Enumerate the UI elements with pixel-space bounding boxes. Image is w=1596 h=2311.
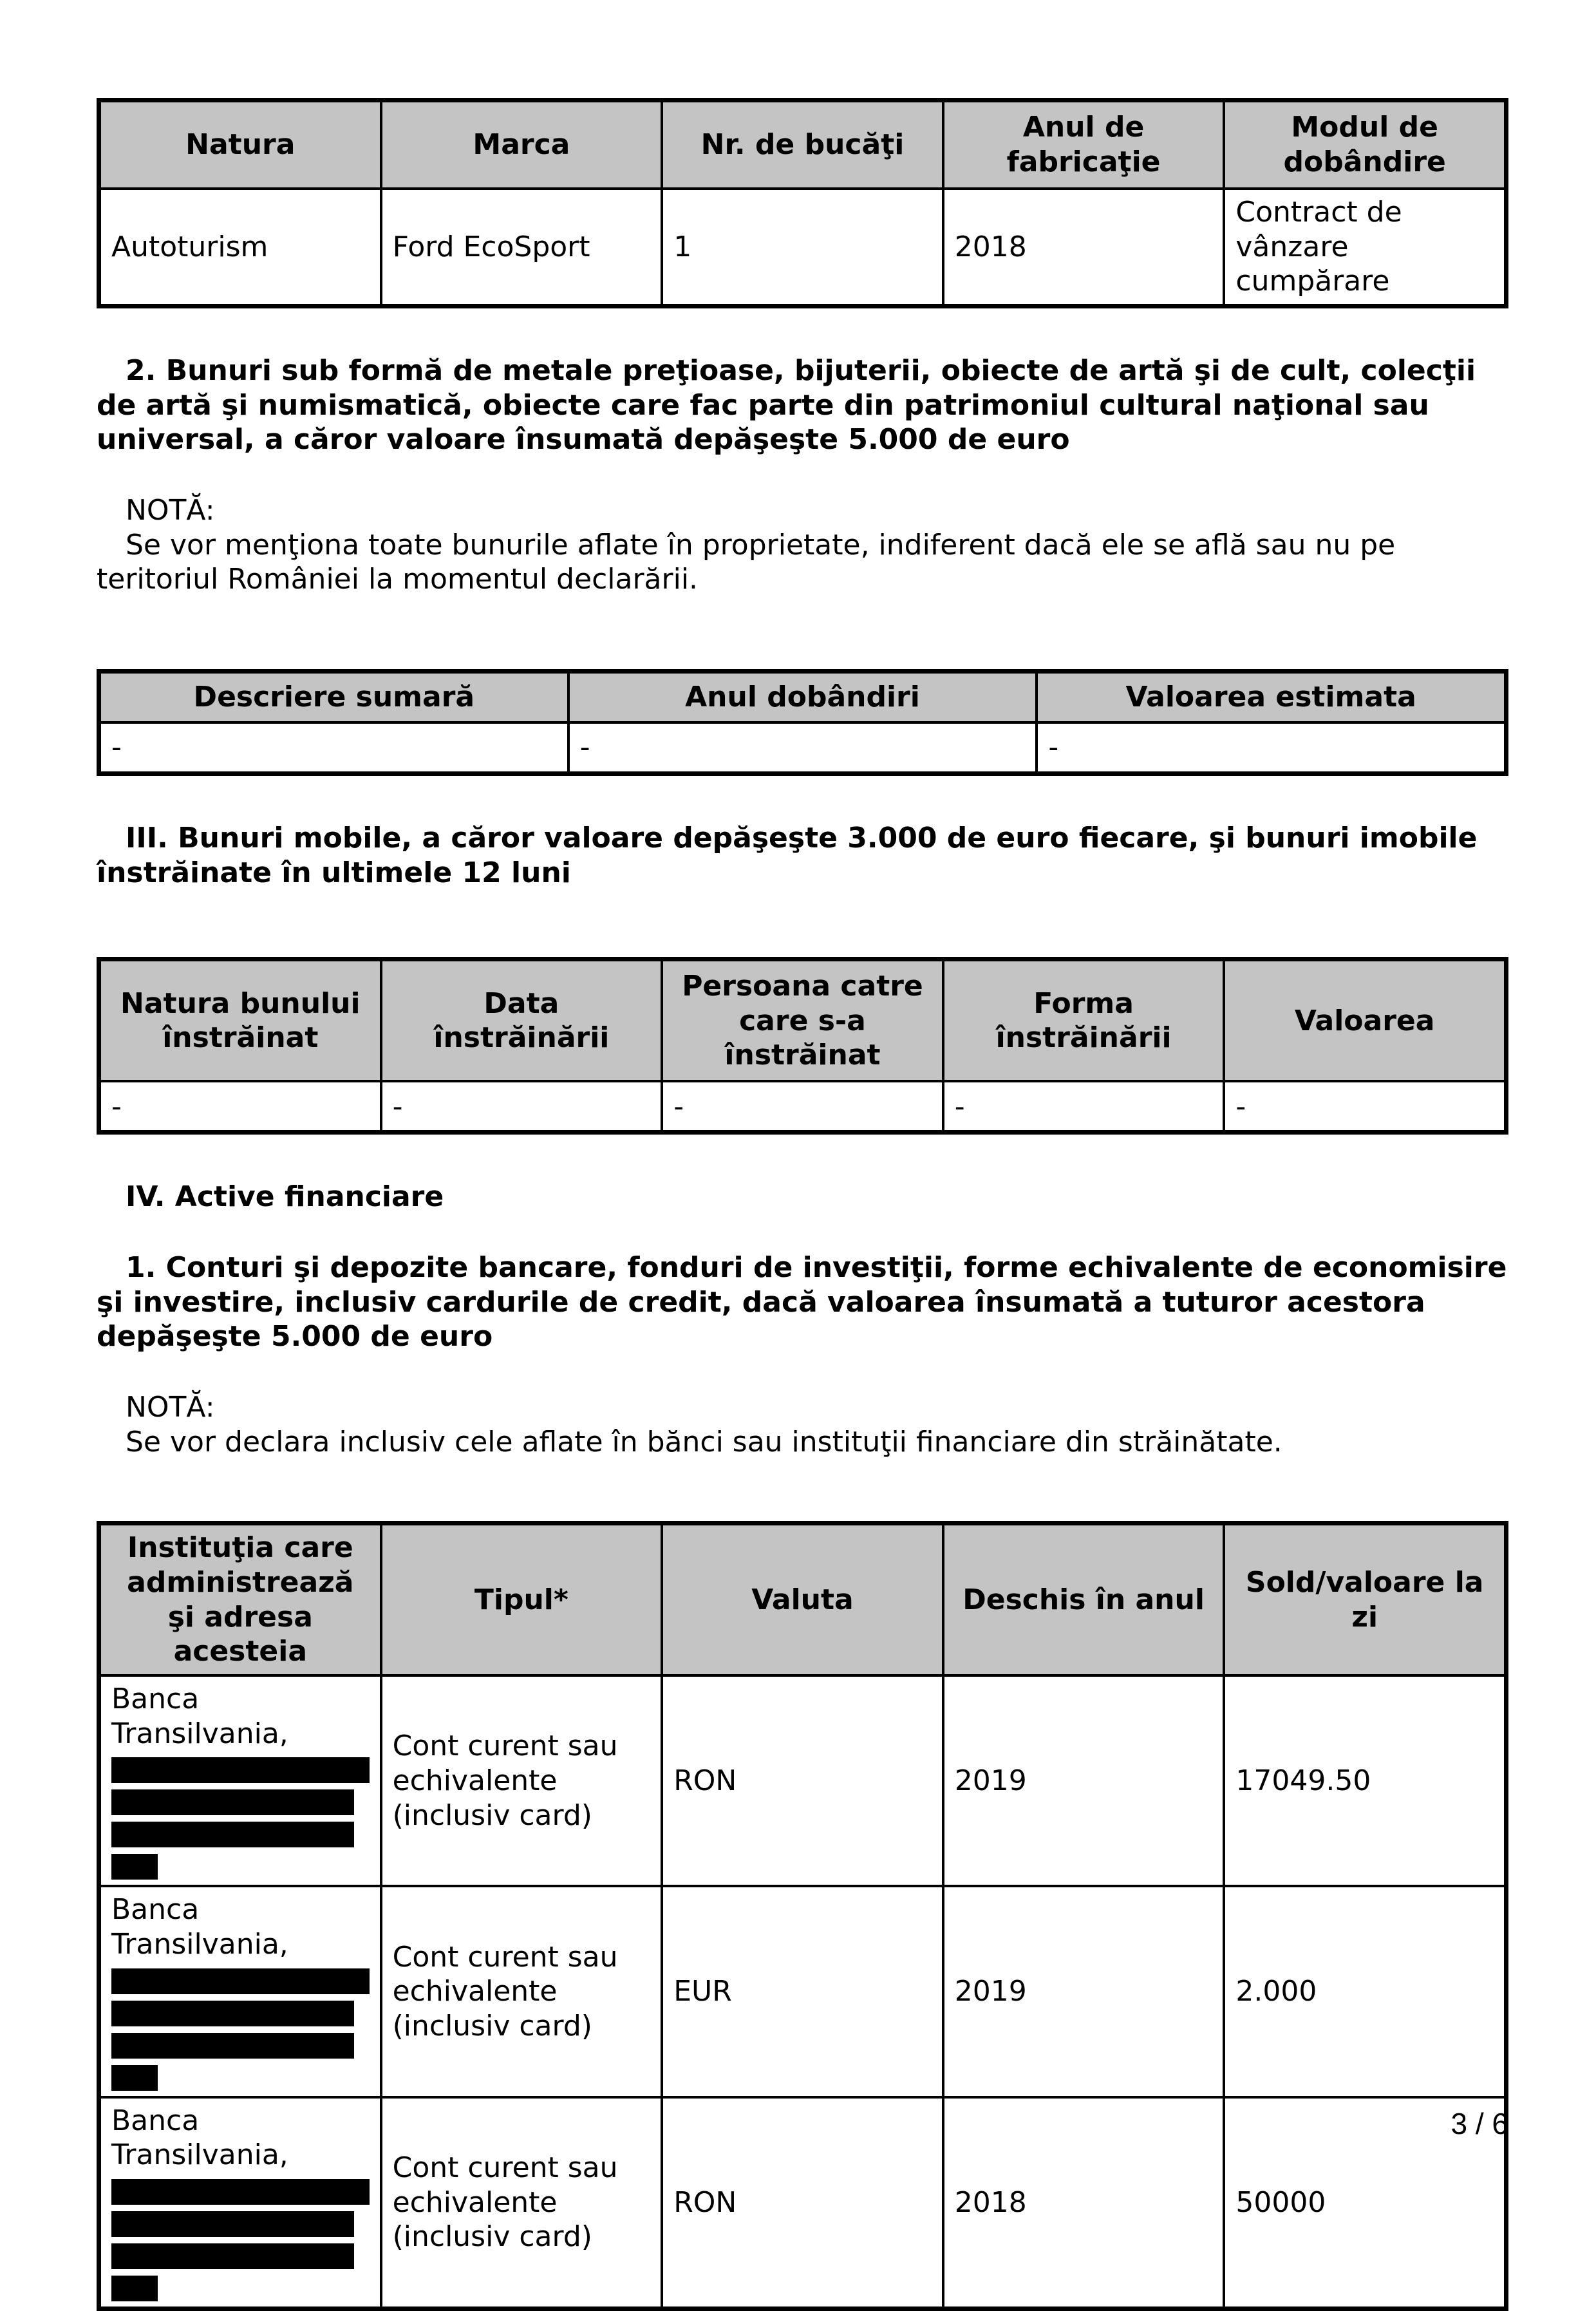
redaction-bar [111, 1822, 354, 1847]
page-number: 3 / 6 [1450, 2107, 1508, 2140]
table-cell: Cont curent sau echivalente (inclusiv card) [381, 1886, 662, 2097]
table-cell [100, 2097, 381, 2308]
section-heading: 1. Conturi şi depozite bancare, fonduri de investiţii, forme echivalente de economisire şi investire, inclusiv cardurile de credit, dacă valoarea însumată a tuturor acestora depăşeşte 5.000 de euro [97, 1251, 1507, 1354]
header-cell: Deschis în anul [943, 1524, 1225, 1675]
redaction-bar [111, 1968, 370, 1994]
header-cell: Anul de fabricaţie [943, 101, 1225, 189]
table-cell: 2019 [943, 1675, 1225, 1886]
redaction-bar [111, 1789, 354, 1815]
table-header-row [100, 101, 1505, 189]
header-cell: Persoana catre care s-a înstrăinat [662, 960, 943, 1081]
table-cell: Cont curent sau echivalente (inclusiv card) [381, 1675, 662, 1886]
table-cell: - [381, 1081, 662, 1131]
table-header-row [100, 960, 1505, 1081]
table-cell: - [1224, 1081, 1505, 1131]
table-cell [100, 1675, 381, 1886]
table-cell: Contract de vânzare cumpărare [1224, 189, 1505, 305]
note-label: NOTĂ: [126, 494, 215, 527]
redaction-bar [111, 1757, 370, 1783]
table-cell: 1 [662, 189, 943, 305]
section-heading: 2. Bunuri sub formă de metale preţioase, bijuterii, obiecte de artă şi de cult, colecţii de artă şi numismatică, obiecte care fac parte din patrimoniul cultural naţional sau universal, a căror valoare însumată depăşeşte 5.000 de euro [97, 354, 1476, 457]
table-cell: RON [662, 1675, 943, 1886]
note-text: Se vor menţiona toate bunurile aflate în proprietate, indiferent dacă ele se află sau nu pe teritoriul României la momentul declarării. [97, 528, 1396, 596]
table-row [100, 1886, 1505, 2097]
table-header-row [100, 672, 1505, 722]
header-cell: Anul dobândiri [568, 672, 1037, 722]
header-cell: Tipul* [381, 1524, 662, 1675]
header-cell: Modul de dobândire [1224, 101, 1505, 189]
redaction-bar [111, 2065, 158, 2091]
redaction-bar [111, 2276, 158, 2301]
institution-name: Banca Transilvania, [111, 1683, 288, 1750]
header-cell: Marca [381, 101, 662, 189]
institution-name: Banca Transilvania, [111, 1893, 288, 1961]
header-cell: Natura bunului înstrăinat [100, 960, 381, 1081]
table-row [100, 1675, 1505, 1886]
table-cell: - [662, 1081, 943, 1131]
document-page [97, 98, 1508, 2311]
redaction-bar [111, 2243, 354, 2269]
section-heading: IV. Active financiare [126, 1180, 444, 1214]
alienated-assets-table [97, 957, 1508, 1135]
table-row [100, 722, 1505, 773]
table-cell: 17049.50 [1224, 1675, 1505, 1886]
header-cell: Sold/valoare la zi [1224, 1524, 1505, 1675]
institution-name: Banca Transilvania, [111, 2104, 288, 2172]
table-header-row [100, 1524, 1505, 1675]
table-cell: - [568, 722, 1037, 773]
table-cell: - [1037, 722, 1505, 773]
section-heading: III. Bunuri mobile, a căror valoare depăşeşte 3.000 de euro fiecare, şi bunuri imobile înstrăinate în ultimele 12 luni [97, 822, 1478, 889]
valuables-table [97, 669, 1508, 776]
header-cell: Descriere sumară [100, 672, 568, 722]
table-cell: - [100, 1081, 381, 1131]
header-cell: Data înstrăinării [381, 960, 662, 1081]
redaction-bar [111, 2033, 354, 2059]
vehicles-table [97, 98, 1508, 308]
redaction-bar [111, 2211, 354, 2237]
header-cell: Valoarea [1224, 960, 1505, 1081]
header-cell: Instituţia care administrează şi adresa acesteia [100, 1524, 381, 1675]
table-cell: 2018 [943, 2097, 1225, 2308]
header-cell: Valuta [662, 1524, 943, 1675]
bank-accounts-table [97, 1521, 1508, 2311]
header-cell: Forma înstrăinării [943, 960, 1225, 1081]
table-cell: 2018 [943, 189, 1225, 305]
header-cell: Valoarea estimata [1037, 672, 1505, 722]
table-row [100, 2097, 1505, 2308]
table-cell: EUR [662, 1886, 943, 2097]
header-cell: Nr. de bucăţi [662, 101, 943, 189]
table-row [100, 189, 1505, 305]
table-cell: 2.000 [1224, 1886, 1505, 2097]
table-cell: Cont curent sau echivalente (inclusiv card) [381, 2097, 662, 2308]
table-cell: - [100, 722, 568, 773]
note-text: Se vor declara inclusiv cele aflate în bănci sau instituţii financiare din străinătate. [126, 1425, 1282, 1458]
table-cell: - [943, 1081, 1225, 1131]
redaction-bar [111, 2001, 354, 2026]
header-cell: Natura [100, 101, 381, 189]
table-cell [100, 1886, 381, 2097]
note-label: NOTĂ: [126, 1391, 215, 1424]
table-cell: Autoturism [100, 189, 381, 305]
table-cell: 50000 [1224, 2097, 1505, 2308]
table-cell: RON [662, 2097, 943, 2308]
redaction-bar [111, 1854, 158, 1880]
table-cell: 2019 [943, 1886, 1225, 2097]
table-row [100, 1081, 1505, 1131]
redaction-bar [111, 2179, 370, 2205]
table-cell: Ford EcoSport [381, 189, 662, 305]
